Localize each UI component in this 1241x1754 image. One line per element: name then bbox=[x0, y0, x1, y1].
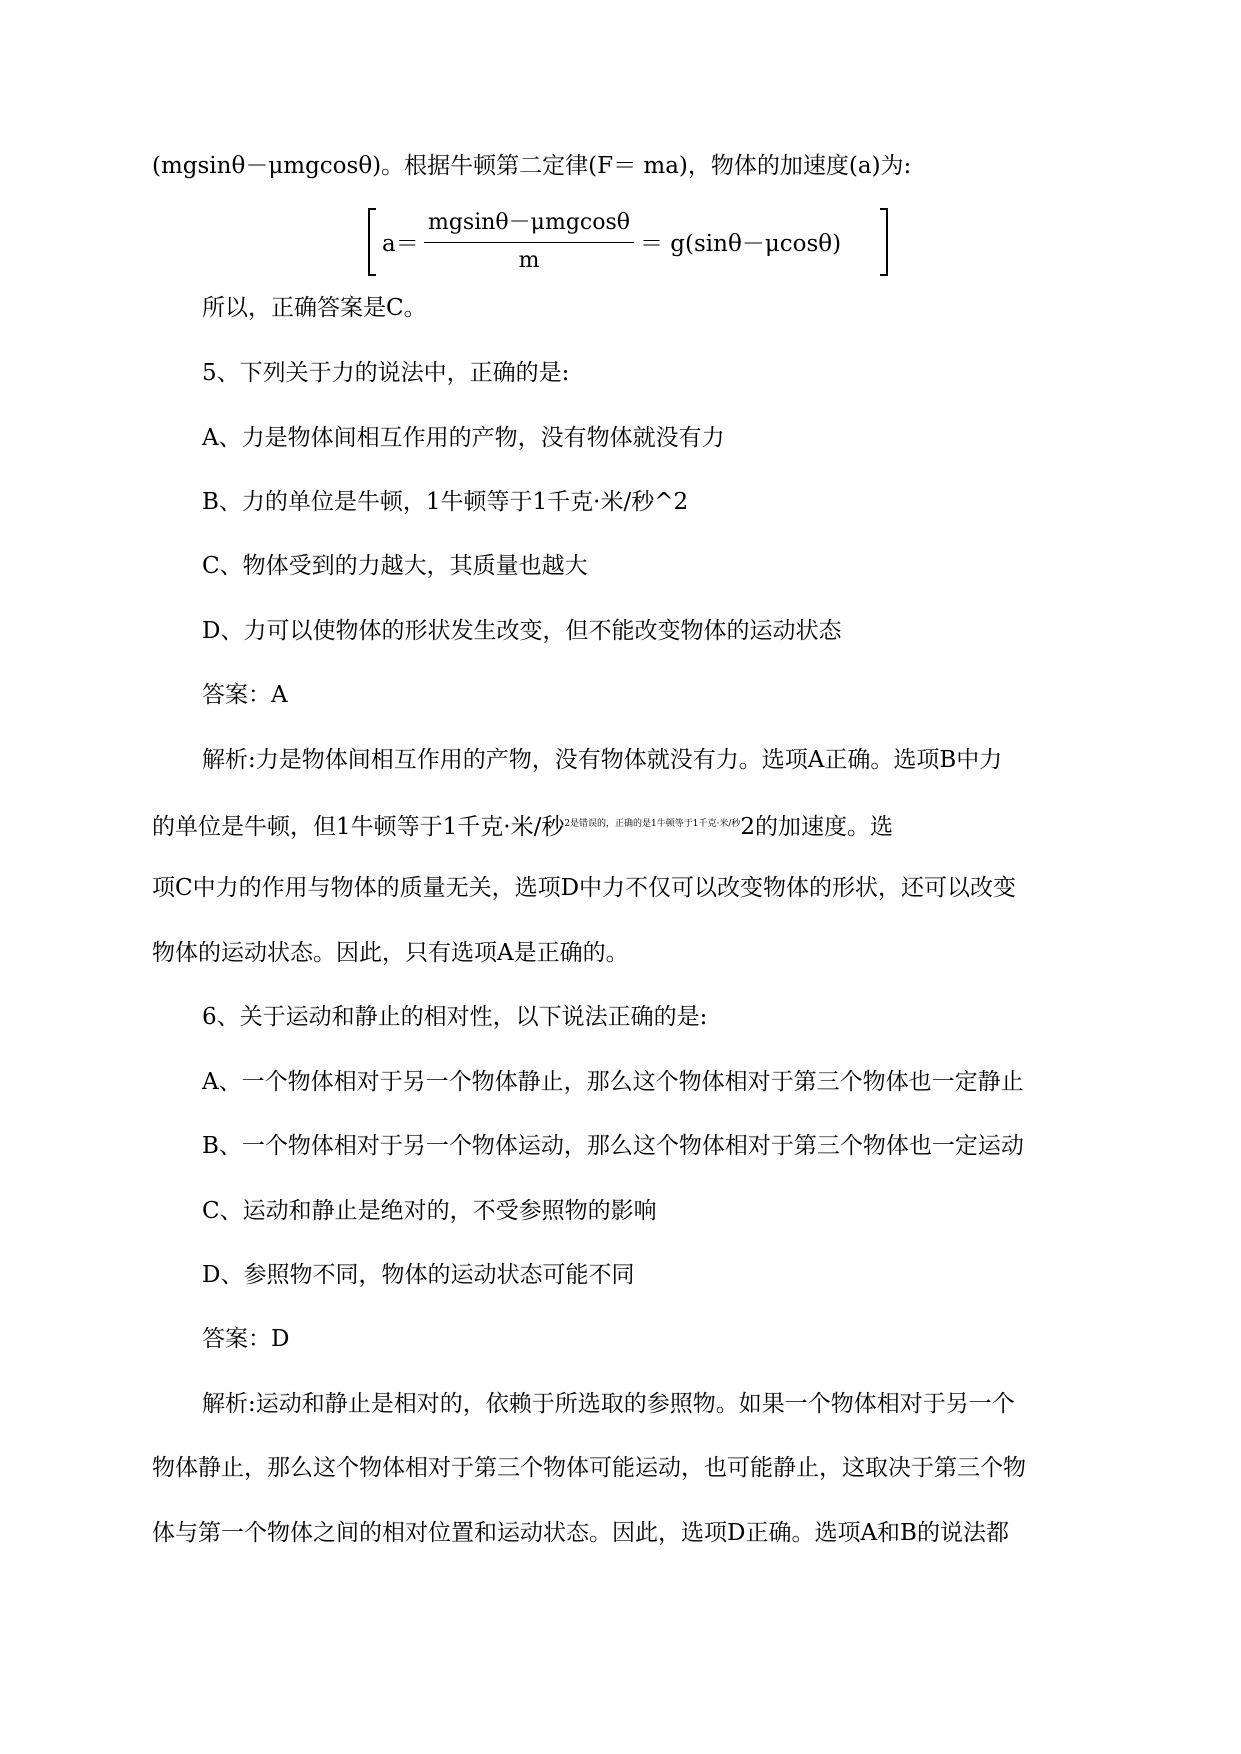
explanation-line: 物体的运动状态。因此，只有选项A是正确的。 bbox=[152, 940, 629, 966]
formula-rhs: ＝ g(sinθ－μcosθ) bbox=[640, 231, 842, 257]
option-b: B、一个物体相对于另一个物体运动，那么这个物体相对于第三个物体也一定运动 bbox=[202, 1133, 1024, 1159]
acceleration-formula bbox=[368, 208, 888, 280]
explanation-line: 体与第一个物体之间的相对位置和运动状态。因此，选项D正确。选项A和B的说法都 bbox=[152, 1520, 1009, 1546]
answer: 答案：A bbox=[202, 682, 288, 708]
explanation-text: 2的加速度。选 bbox=[740, 814, 894, 840]
explanation-line: 项C中力的作用与物体的质量无关，选项D中力不仅可以改变物体的形状，还可以改变 bbox=[152, 875, 1017, 901]
fraction-bar bbox=[424, 242, 634, 243]
text-line: 所以，正确答案是C。 bbox=[202, 295, 427, 321]
option-a: A、一个物体相对于另一个物体静止，那么这个物体相对于第三个物体也一定静止 bbox=[202, 1069, 1024, 1095]
formula-numerator: mgsinθ－μmgcosθ bbox=[427, 210, 631, 235]
option-a: A、力是物体间相互作用的产物，没有物体就没有力 bbox=[202, 425, 725, 451]
tiny-note-text: 2是错误的，正确的是1牛顿等于1千克·米/秒 bbox=[564, 819, 741, 829]
option-b: B、力的单位是牛顿，1牛顿等于1千克·米/秒^2 bbox=[202, 489, 689, 515]
question-5: 5、下列关于力的说法中，正确的是: bbox=[202, 360, 570, 386]
option-c: C、运动和静止是绝对的，不受参照物的影响 bbox=[202, 1198, 657, 1224]
explanation-line: 解析:力是物体间相互作用的产物，没有物体就没有力。选项A正确。选项B中力 bbox=[202, 747, 1003, 773]
explanation-line bbox=[152, 808, 893, 843]
formula-denominator: m bbox=[518, 248, 540, 273]
text-line: (mgsinθ－μmgcosθ)。根据牛顿第二定律(F＝ ma)，物体的加速度(a)为: bbox=[152, 153, 912, 179]
left-bracket bbox=[368, 208, 376, 276]
option-d: D、参照物不同，物体的运动状态可能不同 bbox=[202, 1262, 635, 1288]
explanation-text: 的单位是牛顿，但1牛顿等于1千克·米/秒 bbox=[152, 814, 565, 840]
option-c: C、物体受到的力越大，其质量也越大 bbox=[202, 553, 588, 579]
formula-lhs: a＝ bbox=[382, 231, 419, 257]
question-6: 6、关于运动和静止的相对性，以下说法正确的是: bbox=[202, 1004, 708, 1030]
answer: 答案：D bbox=[202, 1326, 290, 1352]
explanation-line: 物体静止，那么这个物体相对于第三个物体可能运动，也可能静止，这取决于第三个物 bbox=[152, 1455, 1026, 1481]
right-bracket bbox=[880, 208, 888, 276]
explanation-line: 解析:运动和静止是相对的，依赖于所选取的参照物。如果一个物体相对于另一个 bbox=[202, 1391, 1015, 1417]
option-d: D、力可以使物体的形状发生改变，但不能改变物体的运动状态 bbox=[202, 618, 842, 644]
